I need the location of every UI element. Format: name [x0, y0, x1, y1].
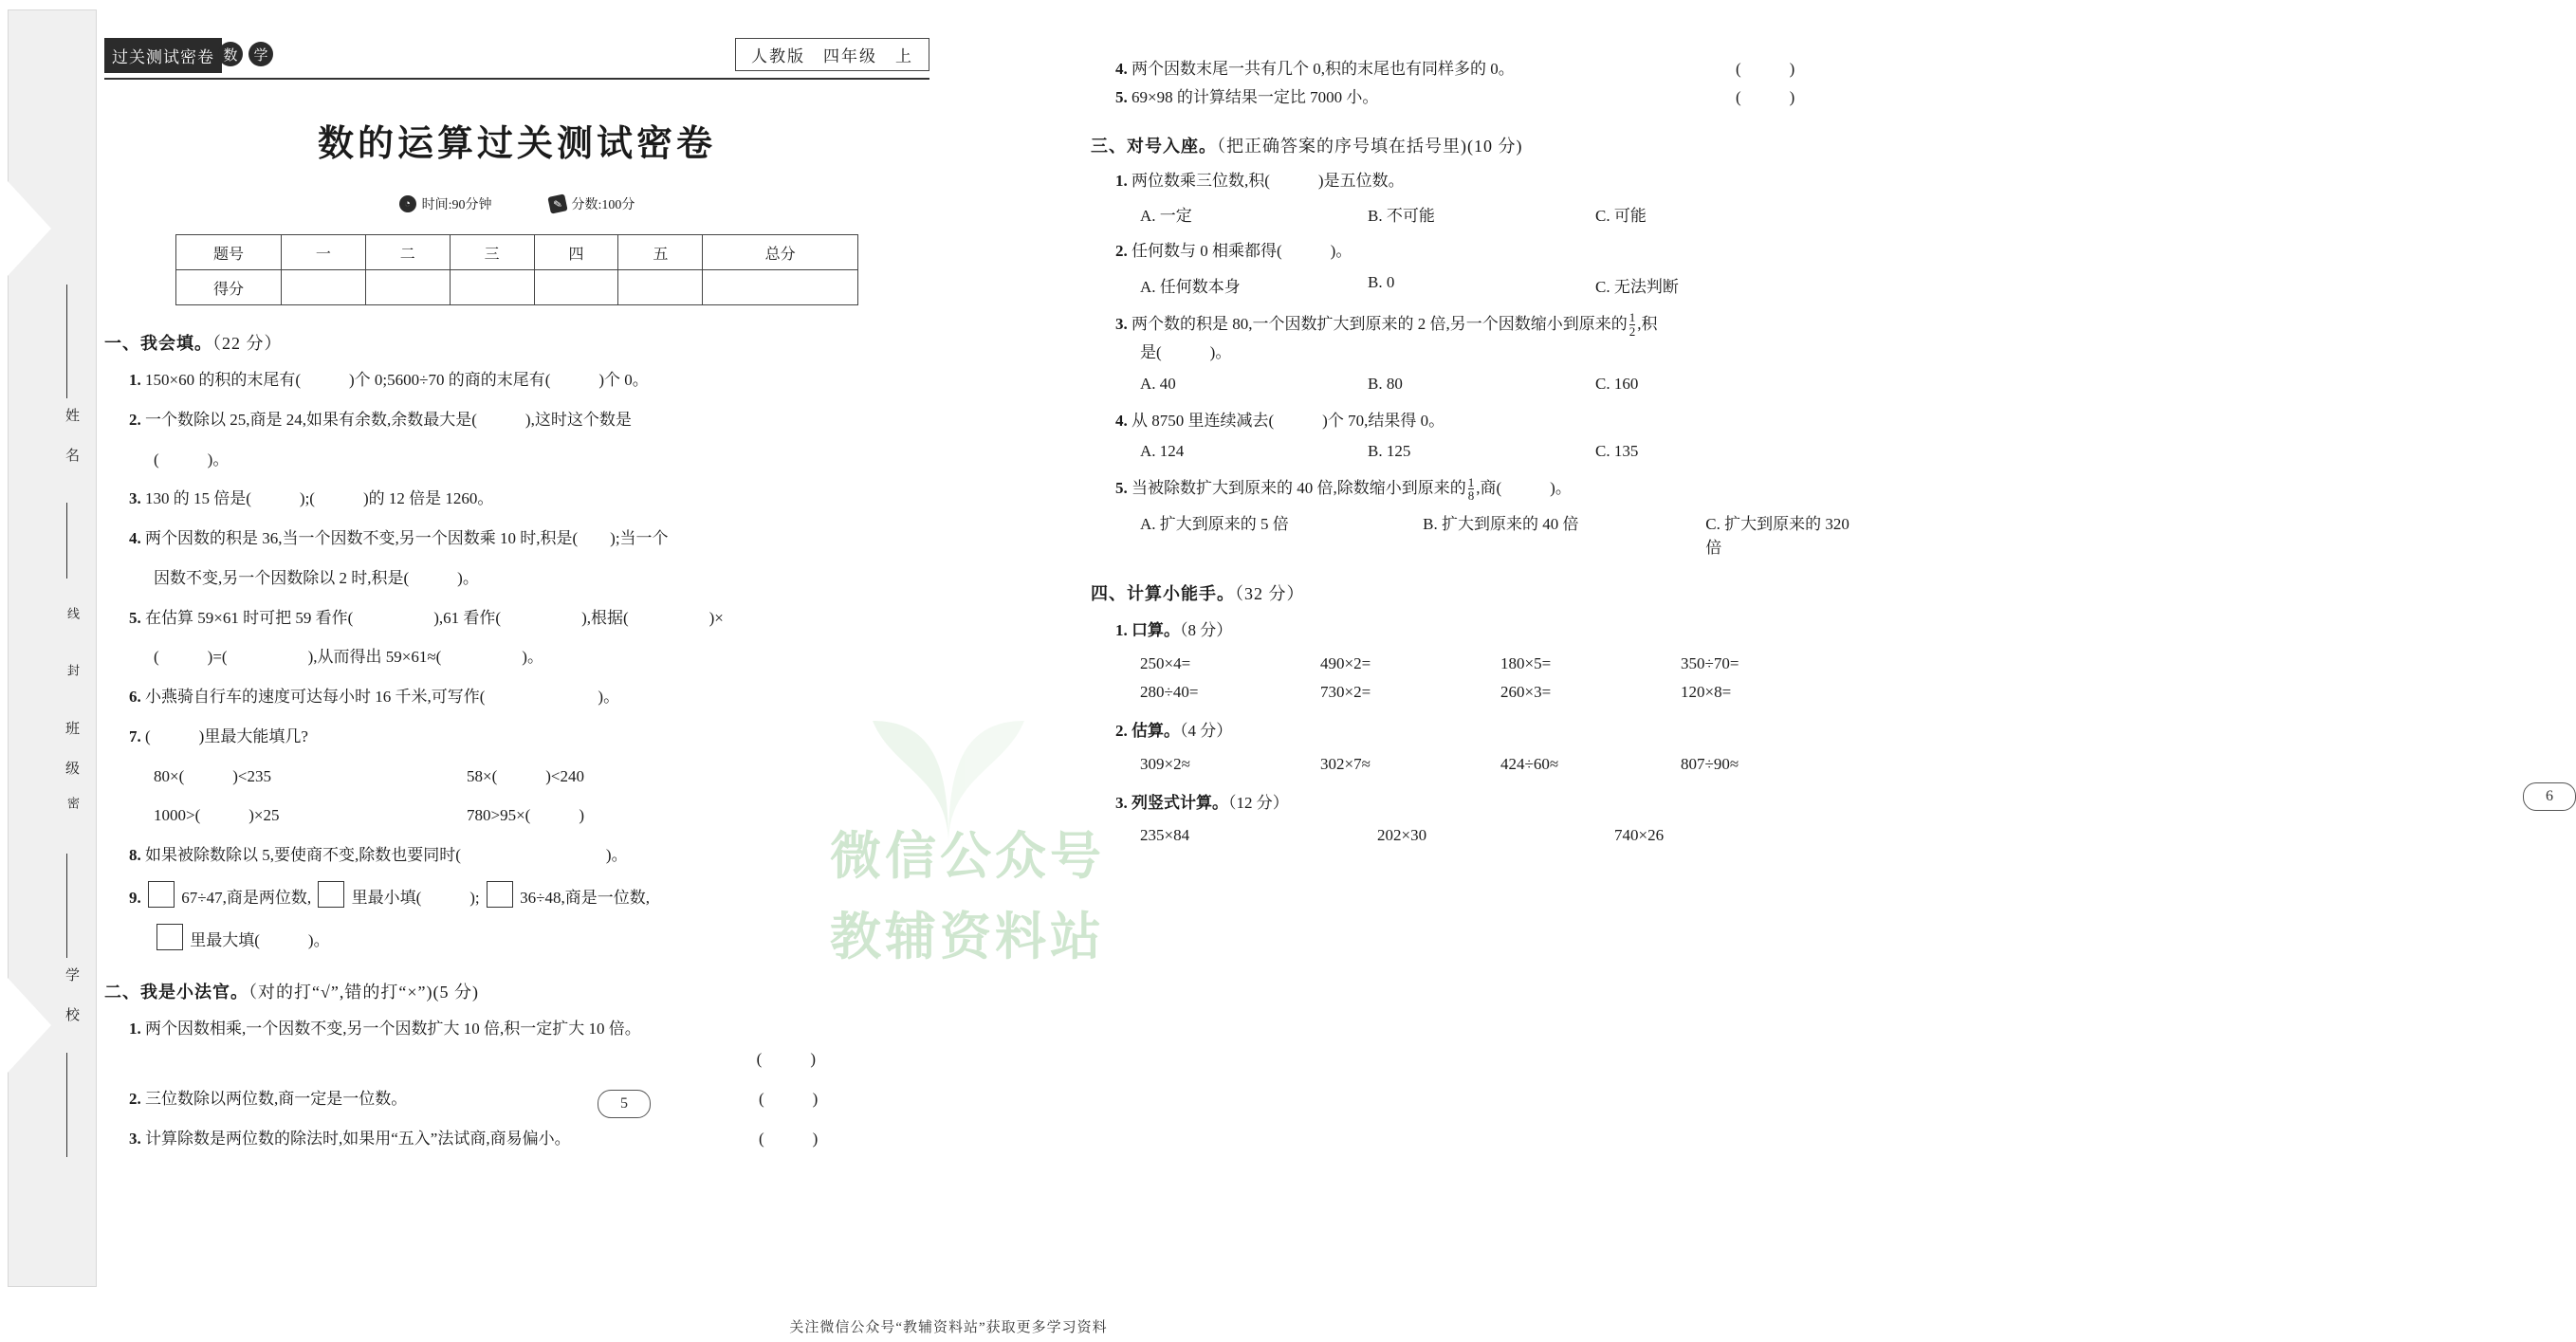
choice-num-4: 4.	[1115, 411, 1128, 430]
choice-num-3: 3.	[1115, 315, 1128, 333]
fraction-numerator-1: 1	[1628, 310, 1636, 325]
footer-note: 关注微信公众号“教辅资料站”获取更多学习资料	[789, 1320, 1108, 1335]
fill-text-7: ( )里最大能填几?	[145, 726, 308, 745]
oral-2-4[interactable]: 120×8=	[1681, 682, 1732, 701]
choice-1-option-c[interactable]: C. 可能	[1595, 207, 1647, 226]
answer-box-2[interactable]	[318, 881, 344, 908]
section-4-points: （32 分）	[1235, 584, 1305, 603]
estimate-1-1[interactable]: 309×2≈	[1140, 754, 1190, 773]
choice-2-option-a[interactable]: A. 任何数本身	[1140, 278, 1241, 296]
fill-text-5: 在估算 59×61 时可把 59 看作( ),61 看作( ),根据( )×	[145, 608, 724, 627]
section-2-heading	[104, 979, 929, 1003]
sidebar-seal-1: 线	[65, 607, 80, 623]
choice-options-2	[1091, 273, 1868, 297]
judge-text-1: 两个因数相乘,一个因数不变,另一个因数扩大 10 倍,积一定扩大 10 倍。	[145, 1020, 641, 1039]
section-3-title: 三、对号入座。	[1091, 136, 1217, 156]
judge-item-1	[104, 1015, 929, 1043]
section-2-title: 二、我是小法官。	[104, 983, 248, 1002]
fraction-one-half	[1629, 311, 1636, 338]
fill-item-9	[104, 881, 929, 912]
oral-1-4[interactable]: 350÷70=	[1681, 653, 1739, 672]
choice-options-1	[1091, 202, 1868, 226]
right-page-column	[1091, 38, 2553, 845]
fill-item-4	[104, 524, 929, 553]
judge-num-4: 4.	[1115, 60, 1128, 78]
section-3-heading	[1091, 133, 1868, 157]
choice-2-option-b[interactable]: B. 0	[1368, 273, 1395, 291]
fill-item-5	[104, 604, 929, 633]
judge-mark-1[interactable]: ( )	[756, 1050, 816, 1068]
series-tag: 过关测试密卷	[104, 38, 222, 73]
judge-mark-2[interactable]: ( )	[759, 1089, 819, 1108]
sidebar-rule-2	[66, 503, 67, 579]
fill-item-6	[104, 683, 929, 711]
judge-num-3: 3.	[129, 1129, 141, 1148]
edition-label: 人教版 四年级 上	[735, 38, 929, 71]
fraction-denominator-2: 8	[1467, 488, 1475, 504]
section-1-points: （22 分）	[212, 334, 283, 353]
choice-stem-3a: 两个数的积是 80,一个因数扩大到原来的 2 倍,另一个因数缩小到原来的	[1132, 315, 1628, 333]
oral-1-1[interactable]: 250×4=	[1140, 653, 1191, 672]
exam-meta	[104, 194, 929, 213]
calc-estimate-points: （4 分）	[1180, 721, 1233, 740]
page-number-right: 6	[2523, 782, 2576, 811]
fraction-denominator-1: 2	[1628, 324, 1636, 339]
score-cell-2[interactable]	[450, 270, 534, 305]
time-label: 时间:90分钟	[421, 198, 492, 212]
score-col-4: 五	[618, 235, 703, 270]
choice-3-option-c[interactable]: C. 160	[1595, 374, 1639, 393]
section-1-title: 一、我会填。	[104, 334, 212, 353]
choice-2-option-c[interactable]: C. 无法判断	[1595, 278, 1679, 296]
fill-item-4b	[104, 564, 929, 593]
section-4-heading	[1091, 580, 1868, 605]
judge-mark-5[interactable]: ( )	[1736, 87, 1795, 106]
fill-text-2b: ( )。	[154, 450, 230, 469]
vertical-1-2[interactable]: 202×30	[1377, 826, 1427, 845]
fill-num-6: 6.	[129, 688, 141, 706]
judge-num-2: 2.	[129, 1089, 141, 1108]
section-3-points: （把正确答案的序号填在括号里)(10 分)	[1217, 136, 1523, 156]
score-col-1: 二	[365, 235, 450, 270]
calc-vertical-num: 3.	[1115, 793, 1128, 812]
fill-num-5: 5.	[129, 608, 141, 627]
score-col-2: 三	[450, 235, 534, 270]
oral-1-2[interactable]: 490×2=	[1320, 653, 1371, 672]
q9-text-b: 里最小填( );	[351, 888, 480, 907]
judge-text-5: 69×98 的计算结果一定比 7000 小。	[1132, 87, 1379, 106]
choice-1-option-a[interactable]: A. 一定	[1140, 207, 1192, 226]
sidebar-label-school: 学 校	[64, 967, 79, 1027]
judge-text-4: 两个因数末尾一共有几个 0,积的末尾也有同样多的 0。	[1132, 60, 1515, 78]
score-cell-5[interactable]	[703, 270, 858, 305]
fill-num-4: 4.	[129, 529, 141, 547]
choice-item-1	[1091, 167, 1868, 195]
q7-row-2	[104, 801, 929, 830]
choice-stem-5b: ,商( )。	[1476, 479, 1572, 498]
page-number-left: 5	[598, 1090, 651, 1118]
choice-num-5: 5.	[1115, 479, 1128, 498]
choice-stem-4: 从 8750 里连续减去( )个 70,结果得 0。	[1132, 411, 1445, 430]
judge-num-1: 1.	[129, 1020, 141, 1039]
judge-text-2: 三位数除以两位数,商一定是一位数。	[145, 1089, 408, 1108]
page-title: 数的运算过关测试密卷	[317, 124, 716, 164]
score-col-0: 一	[282, 235, 366, 270]
section-2-points: （对的打“√”,错的打“×”)(5 分)	[248, 983, 479, 1002]
fraction-one-eighth	[1468, 476, 1475, 503]
oral-1-3[interactable]: 180×5=	[1500, 653, 1552, 672]
vertical-1-3[interactable]: 740×26	[1614, 826, 1665, 845]
q9-text-a: 67÷47,商是两位数,	[181, 888, 312, 907]
pen-icon: ✎	[547, 193, 567, 213]
fill-num-2: 2.	[129, 410, 141, 429]
clock-icon: ◔	[399, 195, 416, 212]
judge-item-3	[104, 1125, 929, 1153]
sidebar-label-class: 班 级	[64, 721, 79, 781]
q9-text-d: 里最大填( )。	[190, 930, 330, 949]
choice-stem-3b: ,积	[1637, 315, 1658, 333]
judge-item-4	[1091, 55, 1868, 83]
score-cell-0[interactable]	[282, 270, 366, 305]
strip-notch-bottom	[8, 978, 51, 1073]
score-meta	[549, 194, 635, 213]
estimate-1-2[interactable]: 302×7≈	[1320, 754, 1371, 773]
section-4-title: 四、计算小能手。	[1091, 584, 1235, 603]
fill-text-4: 两个因数的积是 36,当一个因数不变,另一个因数乘 10 时,积是( );当一个	[145, 529, 669, 547]
sidebar-label-name: 姓 名	[64, 408, 79, 468]
judge-num-5: 5.	[1115, 87, 1128, 106]
watermark-line2: 教辅资料站	[830, 909, 1105, 965]
choice-stem-1: 两位数乘三位数,积( )是五位数。	[1132, 171, 1405, 190]
vertical-1-1[interactable]: 235×84	[1140, 826, 1190, 845]
fill-text-1: 150×60 的积的末尾有( )个 0;5600÷70 的商的末尾有( )个 0。	[145, 371, 649, 389]
fill-text-6: 小燕骑自行车的速度可达每小时 16 千米,可写作( )。	[145, 688, 620, 706]
fill-item-9b	[104, 924, 929, 955]
score-table	[175, 234, 858, 305]
choice-num-1: 1.	[1115, 171, 1128, 190]
choice-4-option-c[interactable]: C. 135	[1595, 442, 1639, 461]
score-col-3: 四	[534, 235, 618, 270]
sidebar-rule-4	[66, 1053, 67, 1157]
calc-vertical-heading	[1091, 789, 1868, 818]
section-1-heading	[104, 330, 929, 355]
choice-stem-5a: 当被除数扩大到原来的 40 倍,除数缩小到原来的	[1132, 479, 1466, 498]
judge-mark-4[interactable]: ( )	[1736, 60, 1795, 78]
fill-text-4b: 因数不变,另一个因数除以 2 时,积是( )。	[154, 568, 479, 587]
score-cell-3[interactable]	[534, 270, 618, 305]
judge-mark-3[interactable]: ( )	[759, 1129, 819, 1148]
sidebar-seal-2: 封	[65, 664, 80, 680]
table-row	[176, 270, 858, 305]
score-col-5: 总分	[703, 235, 858, 270]
score-label: 分数:100分	[571, 198, 635, 212]
calc-oral-label: 口算。	[1132, 621, 1180, 639]
estimate-1-3[interactable]: 424÷60≈	[1500, 754, 1559, 773]
subject-char-2: 学	[248, 42, 273, 66]
score-row-label-0: 题号	[176, 235, 282, 270]
calc-estimate-num: 2.	[1115, 721, 1128, 740]
fill-item-7	[104, 723, 929, 751]
answer-box-1[interactable]	[148, 881, 175, 908]
subject-char-1: 数	[218, 42, 243, 66]
calc-oral-heading	[1091, 616, 1868, 645]
choice-item-3	[1091, 310, 1868, 339]
choice-5-option-b[interactable]: B. 扩大到原来的 40 倍	[1423, 515, 1579, 533]
fill-num-1: 1.	[129, 371, 141, 389]
table-row	[176, 235, 858, 270]
fill-num-7: 7.	[129, 726, 141, 745]
q7-cell-1a: 80×( )<235	[154, 766, 271, 785]
oral-row-1	[1091, 654, 1868, 673]
q7-row-1	[104, 763, 929, 791]
time-meta	[399, 194, 492, 213]
fill-text-3: 130 的 15 倍是( );( )的 12 倍是 1260。	[145, 489, 494, 508]
judge-item-2	[104, 1085, 929, 1113]
fraction-numerator-2: 1	[1467, 474, 1475, 489]
left-page-column	[104, 38, 929, 1152]
calc-estimate-heading	[1091, 717, 1868, 745]
choice-4-option-a[interactable]: A. 124	[1140, 442, 1185, 461]
choice-4-option-b[interactable]: B. 125	[1368, 442, 1411, 461]
strip-notch-top	[8, 181, 51, 276]
q7-cell-2b: 780>95×( )	[467, 806, 584, 825]
choice-options-3	[1091, 375, 1868, 394]
choice-1-option-b[interactable]: B. 不可能	[1368, 207, 1435, 226]
choice-options-4	[1091, 442, 1868, 461]
fill-num-8: 8.	[129, 846, 141, 864]
subject-mark	[218, 42, 273, 66]
choice-item-4	[1091, 407, 1868, 435]
calc-oral-num: 1.	[1115, 621, 1128, 639]
estimate-row-1	[1091, 755, 1868, 774]
score-cell-1[interactable]	[365, 270, 450, 305]
sidebar-seal-3: 密	[65, 797, 80, 813]
vertical-row-1	[1091, 826, 1868, 845]
calc-oral-points: （8 分）	[1180, 621, 1233, 639]
choice-stem-2: 任何数与 0 相乘都得( )。	[1132, 242, 1352, 261]
fill-item-2b	[104, 446, 929, 474]
fill-item-2	[104, 406, 929, 434]
fill-item-3	[104, 485, 929, 513]
calc-vertical-label: 列竖式计算。	[1132, 793, 1228, 812]
page-header	[104, 38, 929, 82]
header-rule	[104, 78, 929, 80]
fill-text-5b: ( )=( ),从而得出 59×61≈( )。	[154, 648, 543, 667]
calc-estimate-label: 估算。	[1132, 721, 1180, 740]
sidebar-rule-1	[66, 285, 67, 398]
watermark-line1: 微信公众号	[830, 828, 1105, 885]
choice-item-3-cont: 是( )。	[1140, 342, 1232, 361]
judge-text-3: 计算除数是两位数的除法时,如果用“五入”法试商,商易偏小。	[145, 1129, 571, 1148]
fill-item-8	[104, 841, 929, 870]
choice-3-option-b[interactable]: B. 80	[1368, 374, 1403, 393]
oral-row-2	[1091, 683, 1868, 702]
answer-box-4[interactable]	[156, 924, 183, 950]
choice-5-option-a[interactable]: A. 扩大到原来的 5 倍	[1140, 515, 1289, 533]
fill-text-2: 一个数除以 25,商是 24,如果有余数,余数最大是( ),这时这个数是	[145, 410, 632, 429]
choice-item-2	[1091, 237, 1868, 266]
fill-text-8: 如果被除数除以 5,要使商不变,除数也要同时( )。	[145, 846, 628, 864]
q7-cell-2a: 1000>( )×25	[154, 806, 280, 825]
score-row-label-1: 得分	[176, 270, 282, 305]
choice-3-option-a[interactable]: A. 40	[1140, 374, 1176, 393]
estimate-1-4[interactable]: 807÷90≈	[1681, 754, 1739, 773]
binding-strip	[8, 9, 97, 1287]
choice-5-option-c[interactable]: C. 扩大到原来的 320 倍	[1705, 515, 1849, 557]
oral-2-3[interactable]: 260×3=	[1500, 682, 1552, 701]
fill-item-5b	[104, 643, 929, 671]
calc-vertical-points: （12 分）	[1228, 793, 1289, 812]
fill-num-3: 3.	[129, 489, 141, 508]
judge-item-5	[1091, 83, 1868, 112]
answer-box-3[interactable]	[487, 881, 513, 908]
oral-2-1[interactable]: 280÷40=	[1140, 682, 1199, 701]
choice-options-5	[1091, 510, 1868, 558]
q9-text-c: 36÷48,商是一位数,	[520, 888, 650, 907]
q7-cell-1b: 58×( )<240	[467, 766, 584, 785]
fill-num-9: 9.	[129, 888, 141, 907]
oral-2-2[interactable]: 730×2=	[1320, 682, 1371, 701]
choice-num-2: 2.	[1115, 242, 1128, 261]
fill-item-1	[104, 366, 929, 395]
sidebar-rule-3	[66, 854, 67, 958]
score-cell-4[interactable]	[618, 270, 703, 305]
choice-item-5	[1091, 474, 1868, 503]
